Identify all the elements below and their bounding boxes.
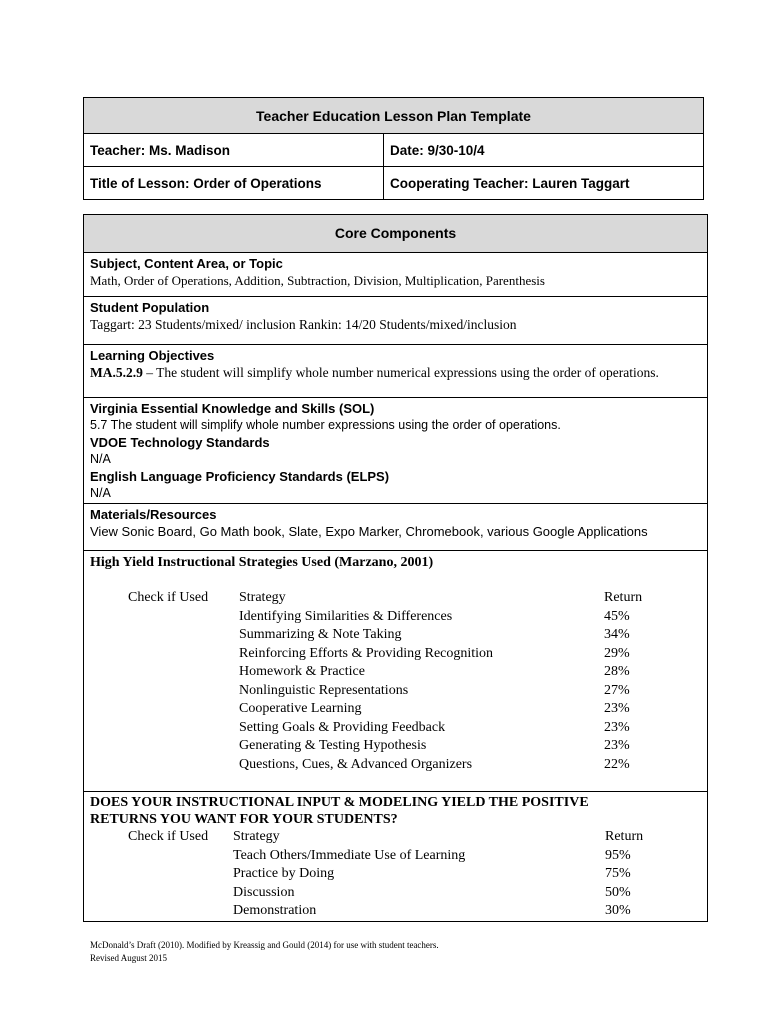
table-row	[90, 756, 701, 775]
subject-text: Math, Order of Operations, Addition, Subtraction, Division, Multiplication, Parenthesis	[90, 273, 545, 288]
table-row	[90, 626, 701, 645]
strategy-name: Cooperative Learning	[239, 701, 362, 716]
strategy-name: Demonstration	[233, 903, 317, 918]
check-column-header: Check if Used	[128, 829, 209, 844]
strategy-name: Summarizing & Note Taking	[239, 627, 402, 642]
core-components-heading: Core Components	[84, 215, 707, 252]
strategy-return: 28%	[604, 664, 630, 679]
strategy-name: Discussion	[233, 884, 295, 900]
table-row	[90, 700, 701, 719]
strategy-return: 29%	[604, 645, 630, 661]
standards-section	[84, 397, 707, 503]
table-row	[90, 719, 701, 738]
teacher-field: Teacher: Ms. Madison	[84, 134, 384, 167]
vdoe-text: N/A	[90, 452, 111, 466]
input-modeling-section	[84, 791, 707, 921]
strategy-name: Homework & Practice	[239, 664, 365, 679]
footer	[90, 939, 439, 965]
elps-text: N/A	[90, 486, 111, 500]
return-column-header: Return	[604, 590, 643, 605]
materials-text: View Sonic Board, Go Math book, Slate, Expo Marker, Chromebook, various Google Applications	[90, 524, 648, 539]
return-column-header: Return	[605, 829, 644, 844]
strategy-return: 34%	[604, 627, 630, 642]
input-modeling-grid	[90, 828, 701, 921]
strategy-name: Generating & Testing Hypothesis	[239, 738, 427, 753]
strategy-name: Teach Others/Immediate Use of Learning	[233, 847, 466, 863]
table-row	[90, 663, 701, 682]
materials-label: Materials/Resources	[90, 507, 217, 522]
footer-citation: McDonald’s Draft (2010). Modified by Kreassig and Gould (2014) for use with student teachers.	[90, 940, 439, 950]
strategy-return: 45%	[604, 608, 630, 624]
table-row	[90, 682, 701, 701]
strategy-name: Identifying Similarities & Differences	[239, 608, 453, 624]
cooperating-teacher-field: Cooperating Teacher: Lauren Taggart	[384, 167, 704, 200]
table-row	[90, 737, 701, 756]
strategy-return: 27%	[604, 682, 630, 698]
objectives-section	[84, 344, 707, 397]
population-text: Taggart: 23 Students/mixed/ inclusion Rankin: 14/20 Students/mixed/inclusion	[90, 317, 517, 332]
template-title: Teacher Education Lesson Plan Template	[84, 98, 704, 134]
strategy-return: 50%	[605, 884, 631, 900]
footer-revised: Revised August 2015	[90, 953, 168, 963]
strategy-name: Questions, Cues, & Advanced Organizers	[239, 756, 473, 772]
strategy-return: 22%	[604, 756, 630, 772]
strategy-return: 23%	[604, 719, 630, 735]
objectives-text	[90, 364, 701, 382]
materials-section	[84, 503, 707, 550]
input-modeling-header-row	[90, 828, 701, 847]
elps-label: English Language Proficiency Standards (ELPS)	[90, 469, 390, 484]
objectives-label: Learning Objectives	[90, 348, 215, 363]
strategy-return: 23%	[604, 738, 630, 753]
strategy-column-header: Strategy	[233, 829, 280, 844]
objectives-code: MA.5.2.9	[90, 365, 143, 380]
strategy-name: Reinforcing Efforts & Providing Recognition	[239, 645, 494, 661]
date-field: Date: 9/30-10/4	[384, 134, 704, 167]
table-row	[90, 645, 701, 664]
strategy-return: 30%	[605, 903, 631, 918]
strategy-name: Practice by Doing	[233, 866, 335, 881]
subject-section	[84, 252, 707, 296]
population-label: Student Population	[90, 300, 210, 315]
lesson-title-field: Title of Lesson: Order of Operations	[84, 167, 384, 200]
sol-text: 5.7 The student will simplify whole number expressions using the order of operations.	[90, 418, 561, 432]
strategy-name: Nonlinguistic Representations	[239, 682, 409, 698]
check-column-header: Check if Used	[128, 590, 209, 605]
table-row	[90, 865, 701, 884]
strategy-name: Setting Goals & Providing Feedback	[239, 719, 446, 735]
strategy-return: 95%	[605, 847, 631, 863]
strategy-column-header: Strategy	[239, 590, 286, 605]
subject-label: Subject, Content Area, or Topic	[90, 256, 283, 271]
table-row	[90, 608, 701, 627]
input-modeling-title-line1: DOES YOUR INSTRUCTIONAL INPUT & MODELING YIELD THE POSITIVE	[90, 795, 589, 810]
objectives-description: – The student will simplify whole number numerical expressions using the order of operations.	[142, 365, 659, 380]
strategy-return: 23%	[604, 701, 630, 716]
vdoe-label: VDOE Technology Standards	[90, 435, 270, 450]
table-row	[90, 847, 701, 866]
core-components-table	[83, 214, 708, 922]
population-section	[84, 296, 707, 344]
lesson-header-table	[83, 97, 704, 200]
strategy-return: 75%	[605, 866, 631, 881]
table-row	[90, 902, 701, 921]
sol-label: Virginia Essential Knowledge and Skills (SOL)	[90, 401, 375, 416]
input-modeling-title-line2: RETURNS YOU WANT FOR YOUR STUDENTS?	[90, 812, 398, 827]
strategies-grid	[90, 589, 701, 774]
strategies-header-row	[90, 589, 701, 608]
strategies-title: High Yield Instructional Strategies Used (Marzano, 2001)	[90, 555, 434, 570]
strategies-section	[84, 550, 707, 791]
table-row	[90, 884, 701, 903]
